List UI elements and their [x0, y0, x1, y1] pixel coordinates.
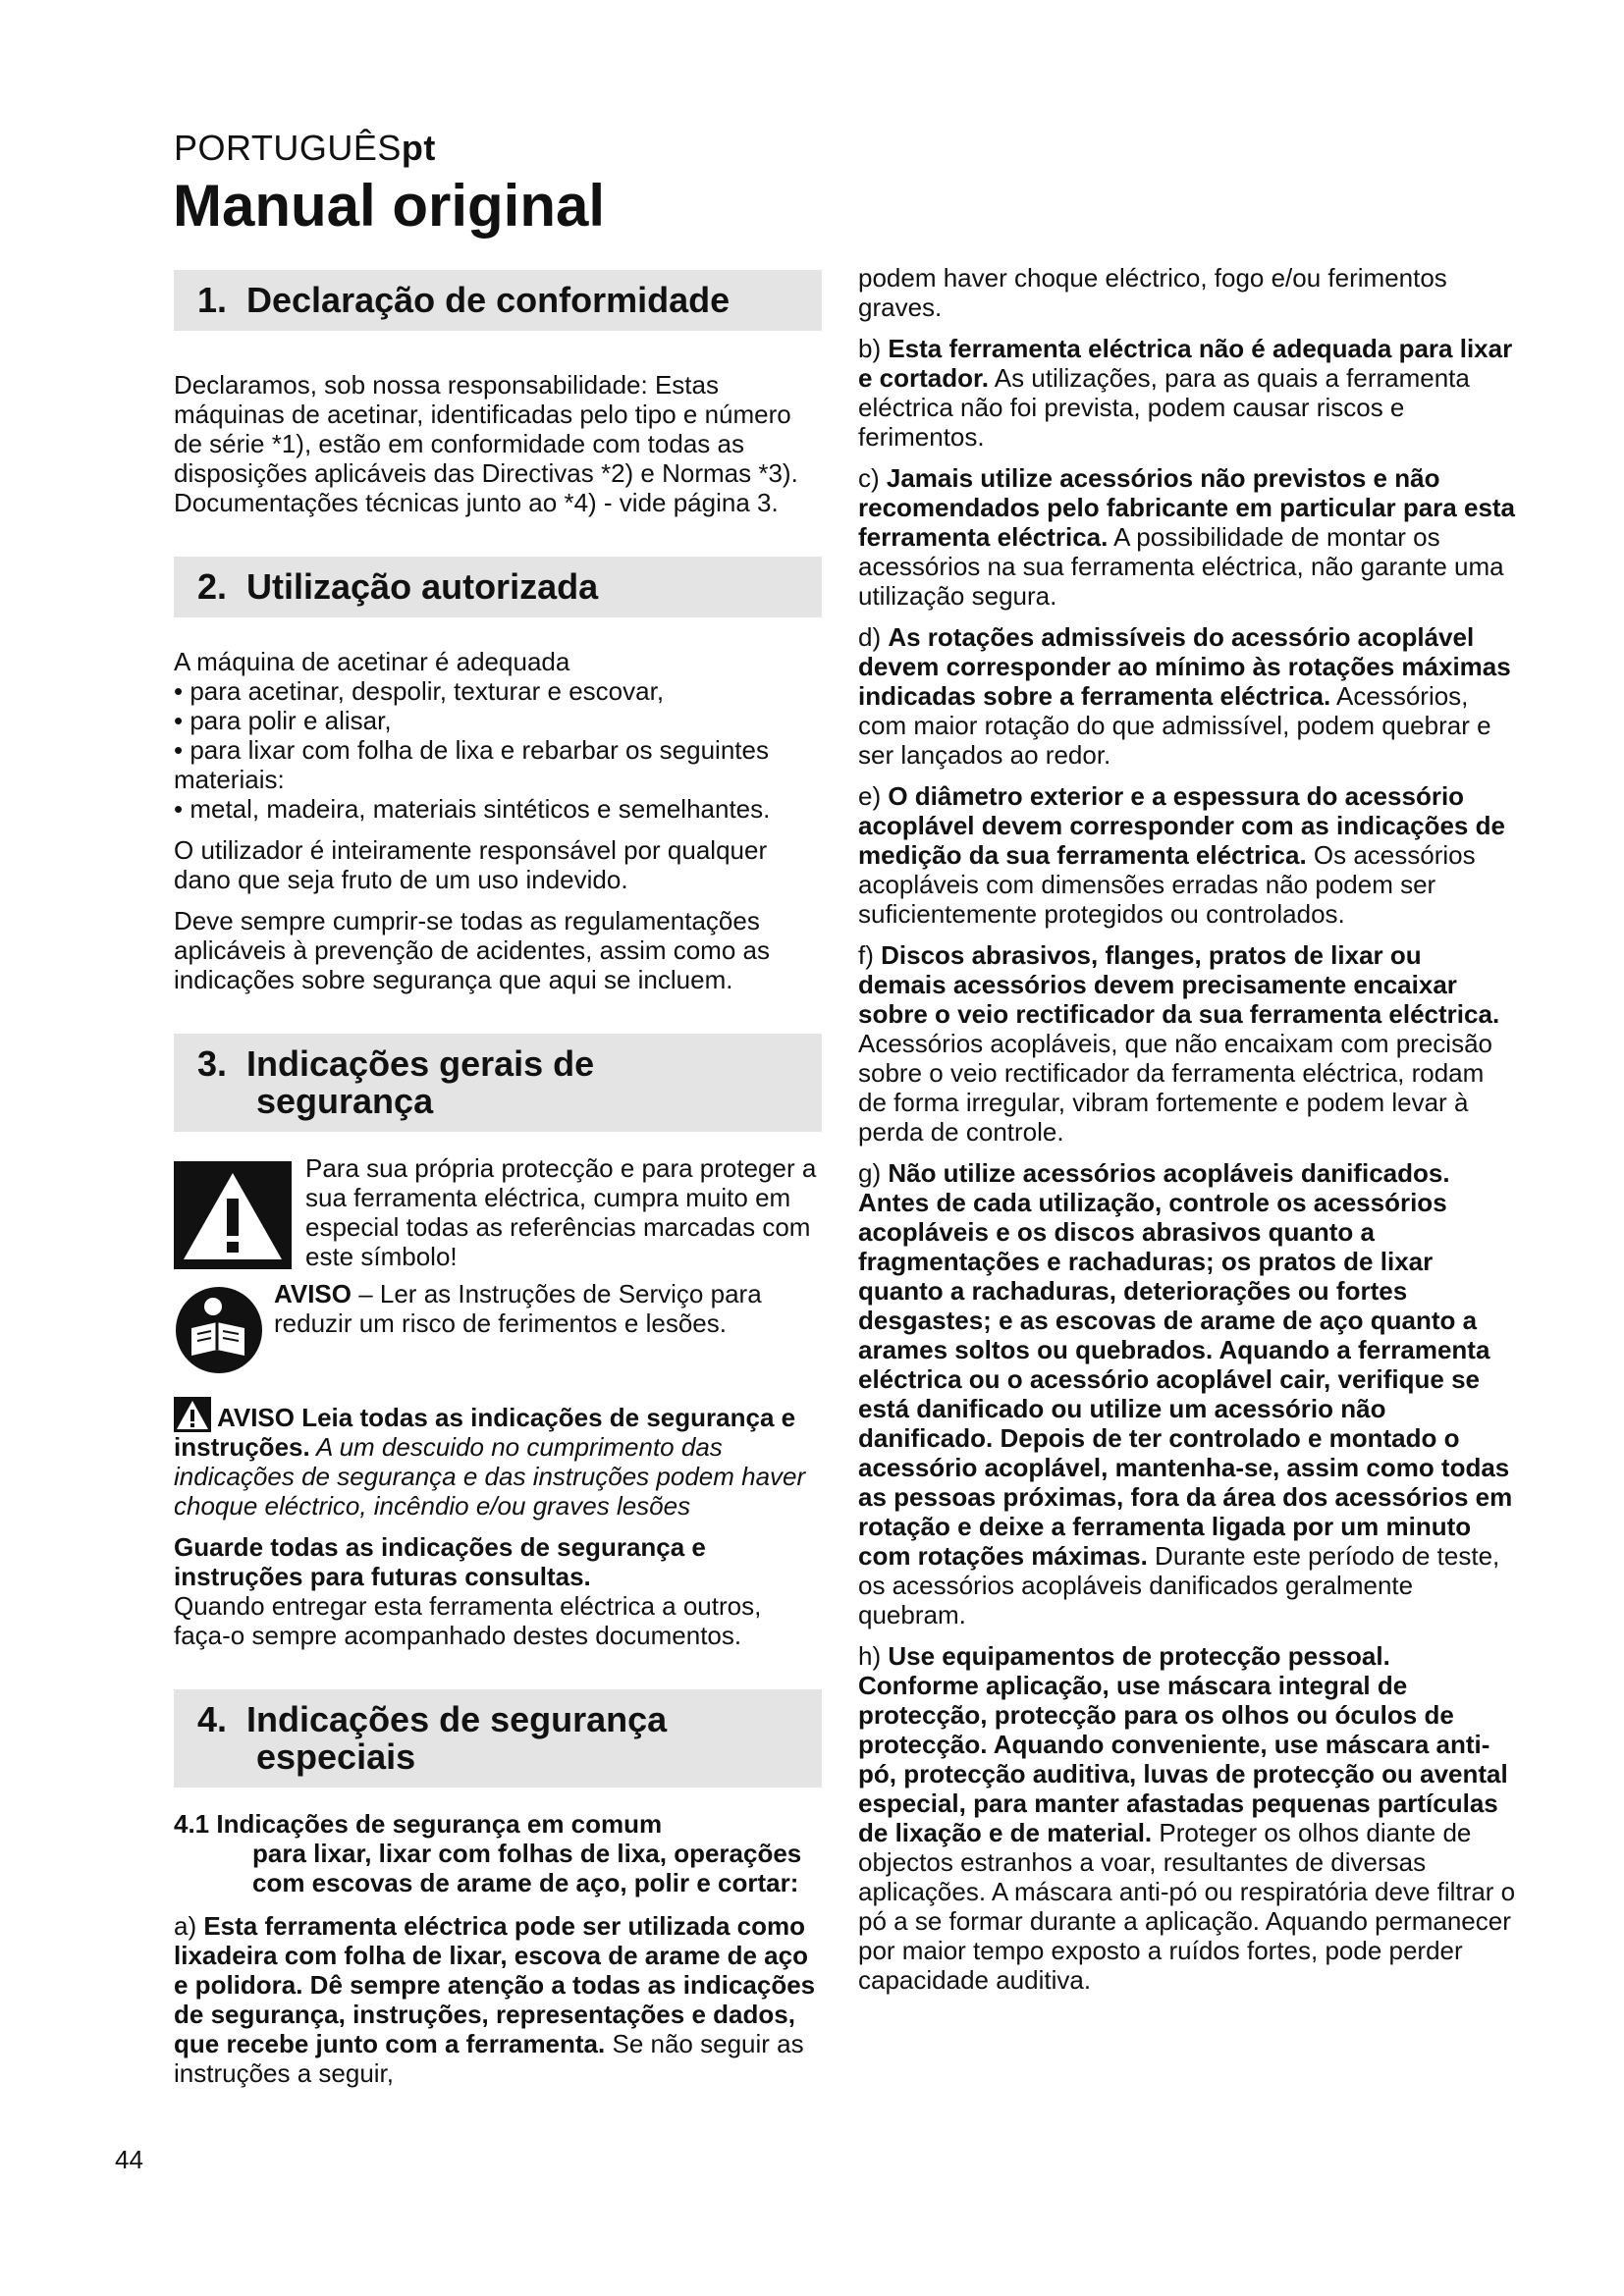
section-2-bullet: • para acetinar, despolir, texturar e escovar, [174, 676, 665, 706]
section-3-heading [174, 1034, 822, 1132]
item-text: Durante este período de teste, os acessórios acopláveis danificados geralmente quebram. [858, 1541, 1500, 1629]
right-column [858, 263, 1516, 2006]
read-manual-text [274, 1279, 822, 1338]
language-header [174, 128, 436, 169]
section-4-title-line2: especiais [256, 1736, 416, 1777]
safety-symbol-note [174, 1153, 822, 1271]
language-name: PORTUGUÊS [174, 128, 402, 168]
section-2-heading [174, 557, 822, 617]
item-bold: O diâmetro exterior e a espessura do acessório acoplável devem corresponder com as indicações de medição da sua ferramenta eléctrica. [858, 781, 1505, 870]
subsection-4-1-line2: para lixar, lixar com folhas de lixa, operações com escovas de arame de aço, polir e cortar: [252, 1839, 802, 1897]
subsection-4-1-number: 4.1 [174, 1809, 210, 1839]
left-column [174, 270, 822, 2100]
item-d [858, 622, 1516, 770]
section-3-title-line2: segurança [256, 1081, 434, 1121]
item-label: h) [858, 1641, 889, 1671]
item-text: Acessórios acopláveis, que não encaixam com precisão sobre o veio rectificador da ferramenta eléctrica, rodam de forma irregular, vibram fortemente e podem levar à perda de controle. [858, 1029, 1493, 1147]
section-2-bullet: • para lixar com folha de lixa e rebarbar os seguintes materiais: [174, 735, 769, 794]
item-label: c) [858, 463, 887, 493]
item-bold: Esta ferramenta eléctrica não é adequada para lixar e cortador. [858, 334, 1513, 393]
item-text: Proteger os olhos diante de objectos estranhos a voar, resultantes de diversas aplicações. A máscara anti-pó ou respiratória deve filtrar o pó a se formar durante a aplicação. Aquando permanecer por maior tempo exposto a ruídos fortes, pode perder capacidade auditiva. [858, 1818, 1516, 1995]
read-manual-icon [174, 1285, 264, 1375]
section-1-number: 1. [197, 280, 228, 320]
general-warning [174, 1397, 822, 1521]
item-label: d) [858, 622, 889, 652]
item-text: As utilizações, para as quais a ferramenta eléctrica não foi prevista, podem causar riscos e ferimentos. [858, 363, 1470, 452]
item-label: b) [858, 334, 889, 363]
item-text: Acessórios, com maior rotação do que admissível, podem quebrar e ser lançados ao redor. [858, 681, 1491, 770]
item-f [858, 940, 1516, 1147]
section-2-title: Utilização autorizada [246, 566, 599, 607]
language-code: pt [401, 128, 436, 168]
section-2-intro: A máquina de acetinar é adequada [174, 647, 570, 676]
item-a-continued: podem haver choque eléctrico, fogo e/ou ferimentos graves. [858, 263, 1447, 322]
keep-instructions [174, 1532, 822, 1650]
item-a-bold: Esta ferramenta eléctrica pode ser utilizada como lixadeira com folha de lixar, escova de arame de aço e polidora. Dê sempre atenção a todas as indicações de segurança, instruções, representações e dados, que recebe junto com a ferramenta. [174, 1911, 816, 2058]
section-4-heading [174, 1689, 822, 1788]
section-2-list [174, 647, 822, 824]
item-bold: Discos abrasivos, flanges, pratos de lixar ou demais acessórios devem precisamente encaixar sobre o veio rectificador da sua ferramenta eléctrica. [858, 940, 1500, 1029]
item-bold: Não utilize acessórios acopláveis danificados. Antes de cada utilização, controle os acessórios acopláveis e os discos abrasivos quanto a fragmentações e rachaduras; os pratos de lixar quanto a rachaduras, deteriorações ou fortes desgastes; e as escovas de arame de aço quanto a arames soltos ou quebrados. Aquando a ferramenta eléctrica ou o acessório acoplável cair, verifique se está danificado ou utilize um acessório não danificado. Depois de ter controlado e montado o acessório acoplável, mantenha-se, assim como todas as pessoas próximas, fora da área dos acessórios em rotação e deixe a ferramenta ligada por um minuto com rotações máximas. [858, 1158, 1513, 1571]
section-4-number: 4. [197, 1699, 228, 1739]
section-2-bullet: • para polir e alisar, [174, 706, 392, 735]
item-label: g) [858, 1158, 889, 1188]
section-1-title: Declaração de conformidade [246, 280, 731, 320]
subsection-4-1-line1: Indicações de segurança em comum [216, 1809, 663, 1839]
item-a-text: Se não seguir as instruções a seguir, [174, 2029, 804, 2088]
item-g [858, 1158, 1516, 1629]
aviso-text: – Ler as Instruções de Serviço para reduzir um risco de ferimentos e lesões. [274, 1279, 762, 1338]
page-number: 44 [115, 2145, 143, 2174]
item-text: Os acessórios acopláveis com dimensões erradas não podem ser suficientemente protegidos ou controlados. [858, 840, 1476, 929]
aviso-label: AVISO [274, 1279, 352, 1308]
item-bold: As rotações admissíveis do acessório acoplável devem corresponder ao mínimo às rotações máximas indicadas sobre a ferramenta eléctrica. [858, 622, 1511, 711]
page-title: Manual original [173, 173, 606, 239]
item-label: f) [858, 940, 882, 970]
item-b [858, 334, 1516, 452]
item-label: e) [858, 781, 889, 811]
subsection-4-1-heading [174, 1809, 822, 1897]
item-a-label: a) [174, 1911, 204, 1941]
item-e [858, 781, 1516, 929]
section-2-number: 2. [197, 566, 228, 607]
keep-instructions-bold: Guarde todas as indicações de segurança e instruções para futuras consultas. [174, 1532, 706, 1591]
item-a [174, 1911, 822, 2088]
item-c [858, 463, 1516, 611]
section-3-number: 3. [197, 1043, 228, 1084]
section-2-regulations: Deve sempre cumprir-se todas as regulamentações aplicáveis à prevenção de acidentes, assim como as indicações sobre segurança que aqui se incluem. [174, 906, 770, 994]
read-manual-note [174, 1279, 822, 1375]
general-warning-bold: AVISO Leia todas as indicações de segurança e instruções. [174, 1403, 796, 1462]
item-bold: Jamais utilize acessórios não previstos e não recomendados pelo fabricante em particular para esta ferramenta eléctrica. [858, 463, 1516, 552]
warning-triangle-icon [174, 1161, 292, 1269]
section-1-heading [174, 270, 822, 331]
section-3-title-line1: Indicações gerais de [246, 1043, 595, 1084]
section-2-bullet: • metal, madeira, materiais sintéticos e semelhantes. [174, 794, 771, 824]
item-h [858, 1641, 1516, 1995]
section-4-title-line1: Indicações de segurança [246, 1699, 668, 1739]
item-text: A possibilidade de montar os acessórios na sua ferramenta eléctrica, não garante uma utilização segura. [858, 522, 1504, 611]
section-2-responsibility: O utilizador é inteiramente responsável por qualquer dano que seja fruto de um uso indevido. [174, 835, 768, 894]
warning-triangle-icon [174, 1397, 211, 1432]
section-1-body: Declaramos, sob nossa responsabilidade: Estas máquinas de acetinar, identificadas pelo tipo e número de série *1), estão em conformidade com todas as disposições aplicáveis das Directivas *2) e Normas *3). Documentações técnicas junto ao *4) - vide página 3. [174, 370, 798, 517]
safety-symbol-text: Para sua própria protecção e para proteger a sua ferramenta eléctrica, cumpra muito em especial todas as referências marcadas com este símbolo! [305, 1153, 817, 1271]
keep-instructions-text: Quando entregar esta ferramenta eléctrica a outros, faça-o sempre acompanhado destes documentos. [174, 1591, 762, 1650]
general-warning-italic: A um descuido no cumprimento das indicações de segurança e das instruções podem haver choque eléctrico, incêndio e/ou graves lesões [174, 1432, 806, 1521]
item-bold: Use equipamentos de protecção pessoal. Conforme aplicação, use máscara integral de protecção, protecção para os olhos ou óculos de protecção. Aquando conveniente, use máscara anti-pó, protecção auditiva, luvas de protecção ou avental especial, para manter afastadas pequenas partículas de lixação e de material. [858, 1641, 1508, 1847]
